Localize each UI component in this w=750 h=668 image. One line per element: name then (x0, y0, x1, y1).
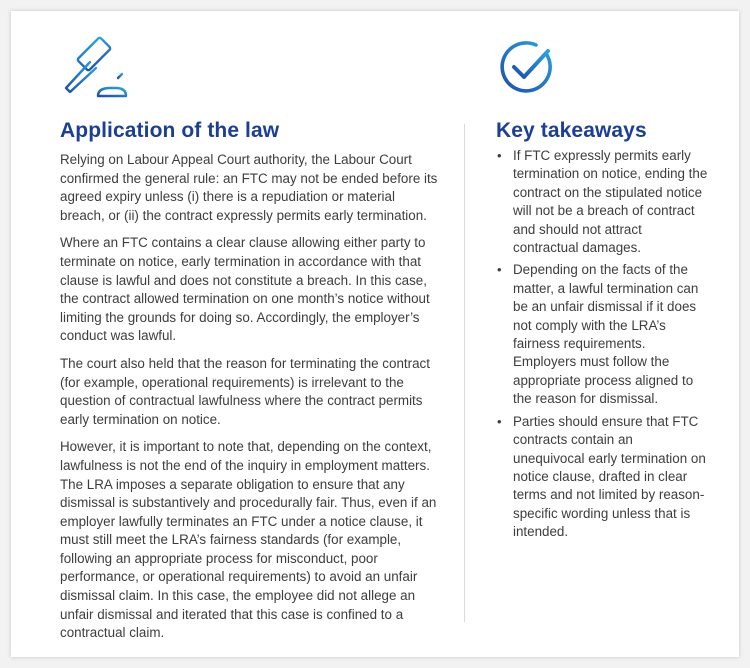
list-item (496, 147, 708, 257)
checkmark-circle-icon (496, 37, 556, 97)
application-of-law-body (60, 151, 440, 652)
paragraph: Where an FTC contains a clear clause allowing either party to terminate on notice, early termination in accordance with that clause is lawful and does not constitute a breach. In this case, the contract allowed termination on one month’s notice without limiting the grounds for doing so. Accordingly, the employer’s conduct was lawful. (60, 235, 430, 344)
column-divider (464, 124, 465, 622)
key-takeaways-heading: Key takeaways (496, 119, 647, 142)
takeaways-list (496, 147, 708, 546)
paragraph: Relying on Labour Appeal Court authority, the Labour Court confirmed the general rule: an FTC may not be ended before its agreed expiry unless (i) there is a repudiation or material breach, or (ii) the contract expressly permits early termination. (60, 152, 438, 223)
content-card (11, 11, 739, 657)
list-item-text: Parties should ensure that FTC contracts contain an unequivocal early termination on notice clause, drafted in clear terms and not limited by reason-specific wording unless that is intended. (513, 413, 706, 540)
bullet-icon: • (497, 413, 502, 429)
list-item-text: If FTC expressly permits early termination on notice, ending the contract on the stipulated notice will not be a breach of contract and should not attract contractual damages. (513, 148, 708, 256)
bullet-icon: • (497, 148, 502, 163)
list-item (496, 261, 708, 408)
list-item (496, 413, 708, 542)
application-of-law-heading: Application of the law (60, 119, 280, 142)
gavel-icon (60, 30, 132, 102)
bullet-icon: • (497, 262, 502, 278)
paragraph: The court also held that the reason for terminating the contract (for example, operational requirements) is irrelevant to the question of contractual lawfulness where the contract permits early termination on notice. (60, 355, 430, 427)
list-item-text: Depending on the facts of the matter, a lawful termination can be an unfair dismissal if it does not comply with the LRA’s fairness requirements. Employers must follow the appropriate process aligned to the reason for dismissal. (513, 262, 699, 407)
paragraph: However, it is important to note that, depending on the context, lawfulness is not the end of the inquiry in employment matters. The LRA imposes a separate obligation to ensure that any dismissal is substantively and procedurally fair. Thus, even if an employer lawfully terminates an FTC under a notice clause, it must still meet the LRA’s fairness standards (for example, following an appropriate process for misconduct, poor performance, or operational requirements) to avoid an unfair dismissal claim. In this case, the employee did not allege an unfair dismissal and iterated that this case is confined to a contractual claim. (60, 439, 437, 641)
